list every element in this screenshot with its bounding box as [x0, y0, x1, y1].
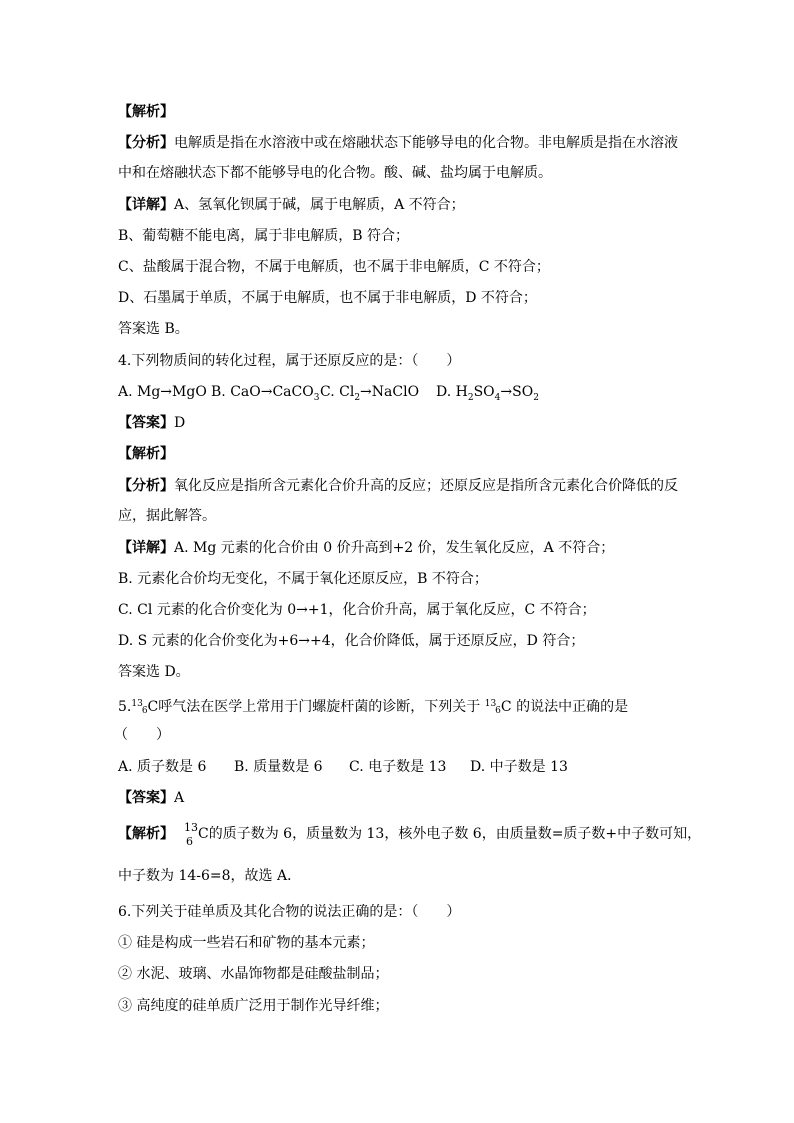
q6-item-2: ② 水泥、玻璃、水晶饰物都是硅酸盐制品； — [118, 966, 389, 982]
q4-option-d: D. $H_2SO_4\to SO_2$ — [436, 384, 539, 403]
q5-answer — [118, 788, 184, 808]
q5-option-b: B. 质量数是 6 — [234, 759, 323, 775]
q3-xiangjie-a: A、氢氧化钡属于碱，属于电解质，A 不符合； — [174, 197, 465, 213]
q4-answer — [118, 413, 185, 433]
q3-fenxi-text-1: 电解质是指在水溶液中或在熔融状态下能够导电的化合物。非电解质是指在水溶液 — [174, 135, 678, 151]
q5-nuclide-z-2: 6 — [495, 706, 501, 716]
q4-fenxi-line-1 — [118, 476, 678, 496]
q4-xiangjie-line — [118, 538, 614, 558]
q3-line-b: B、葡萄糖不能电离，属于非电解质，B 符合； — [118, 228, 410, 244]
q4-line-b: B. 元素化合价均无变化，不属于氧化还原反应，B 不符合； — [118, 571, 488, 587]
q5-daan-tag: 【答案】 — [118, 790, 174, 806]
q4-answer-line: 答案选 D。 — [118, 664, 190, 680]
q4-xiangjie-a: A. Mg 元素的化合价由 0 价升高到+2 价，发生氧化反应，A 不符合； — [174, 540, 615, 556]
q5-nuclide-stacked: 13 6 — [184, 821, 198, 848]
q5-option-c: C. 电子数是 13 — [349, 759, 447, 775]
q4-line-d: D. S 元素的化合价变化为+6→+4，化合价降低，属于还原反应，D 符合； — [118, 633, 585, 649]
q3-answer-line: 答案选 B。 — [118, 321, 189, 337]
q3-fenxi-tag: 【分析】 — [118, 135, 174, 151]
q4-stem: 4.下列物质间的转化过程，属于还原反应的是：（ ） — [118, 353, 461, 369]
q5-jiexi-tag: 【解析】 — [118, 826, 174, 842]
q5-option-a: A. 质子数是 6 — [118, 759, 207, 775]
q3-xiangjie-line — [118, 195, 465, 215]
q3-line-c: C、盐酸属于混合物，不属于电解质，也不属于非电解质，C 不符合； — [118, 259, 550, 275]
q4-daan-value: D — [174, 415, 186, 431]
q4-fenxi-line-2: 应，据此解答。 — [118, 508, 216, 524]
q4-option-a: A. Mg→MgO — [118, 384, 207, 400]
q5-jiexi-text: C的质子数为 6，质量数为 13，核外电子数 6，由质量数=质子数+中子数可知， — [198, 826, 702, 842]
q4-option-c: C. $Cl_2\to NaClO$ — [320, 384, 420, 403]
q3-fenxi-line-1 — [118, 133, 678, 153]
q4-options — [118, 382, 539, 408]
q5-nuclide-mass: 13 — [131, 699, 143, 709]
q4-option-b: B. CaO→CaCO$_3$ — [211, 384, 320, 403]
q3-jiexi-heading: 【解析】 — [118, 104, 174, 120]
q5-jiexi-line-2: 中子数为 14-6=8，故选 A． — [118, 868, 302, 884]
q4-jiexi-heading: 【解析】 — [118, 446, 174, 462]
q5-nuclide-mass-2: 13 — [484, 699, 497, 709]
q5-jiexi-line-1 — [118, 821, 702, 848]
q4-fenxi-text-1: 氧化反应是指所含元素化合价升高的反应；还原反应是指所含元素化合价降低的反 — [174, 478, 678, 494]
q4-fenxi-tag: 【分析】 — [118, 478, 174, 494]
q3-fenxi-line-2: 中和在熔融状态下都不能够导电的化合物。酸、碱、盐均属于电解质。 — [118, 165, 552, 181]
q6-item-1: ① 硅是构成一些岩石和矿物的基本元素； — [118, 935, 375, 951]
q5-nuclide-symbol-2: C — [500, 699, 512, 715]
q6-stem: 6.下列关于硅单质及其化合物的说法正确的是：（ ） — [118, 904, 461, 920]
q6-item-3: ③ 高纯度的硅单质广泛用于制作光导纤维； — [118, 998, 389, 1014]
q4-line-c: C. Cl 元素的化合价变化为 0→+1，化合价升高，属于氧化反应，C 不符合； — [118, 602, 596, 618]
q5-nuclide-z: 6 — [141, 706, 148, 716]
q4-xiangjie-tag: 【详解】 — [118, 540, 174, 556]
q3-xiangjie-tag: 【详解】 — [118, 197, 174, 213]
q5-stem-paren: （ ） — [114, 727, 170, 743]
q5-options — [118, 757, 568, 777]
q5-stem: 5.136C呼气法在医学上常用于门螺旋杆菌的诊断，下列关于 $^{13}$6C 的说法中正确的是 — [118, 699, 629, 716]
q5-nuclide-symbol: C — [147, 699, 159, 715]
q5-option-d: D. 中子数是 13 — [470, 759, 568, 775]
q4-daan-tag: 【答案】 — [118, 415, 174, 431]
q5-daan-value: A — [174, 790, 185, 806]
q3-line-d: D、石墨属于单质，不属于电解质，也不属于非电解质，D 不符合； — [118, 290, 537, 306]
